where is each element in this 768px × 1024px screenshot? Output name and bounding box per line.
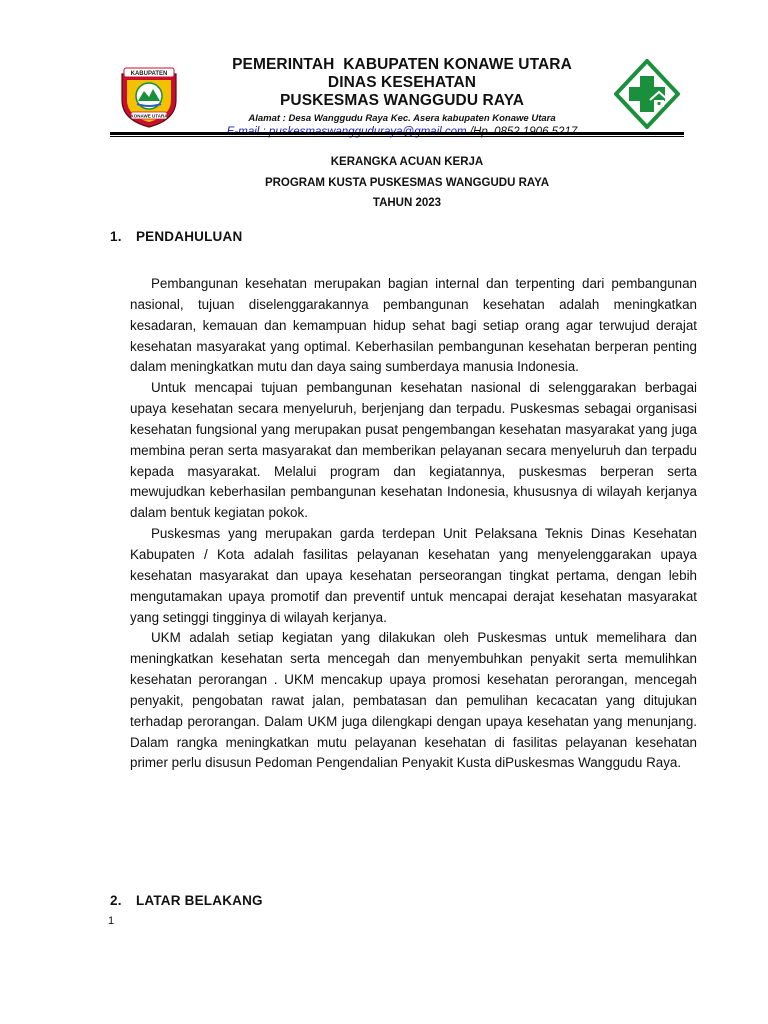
paragraph: Puskesmas yang merupakan garda terdepan Unit Pelaksana Teknis Dinas Kesehatan Kabupaten / Kota adalah fasilitas pelayanan kesehatan yang menyelenggarakan upaya kesehatan masyarakat dan upaya kesehatan perseorangan tingkat pertama, dengan lebih mengutamakan upaya promotif dan preventif untuk mencapai derajat kesehatan masyarakat yang setinggi tingginya di wilayah kerjanya. — [130, 526, 697, 625]
document-title — [110, 152, 704, 214]
logo-banner-bottom: KONAWE UTARA — [130, 113, 168, 119]
section-title: PENDAHULUAN — [135, 229, 243, 244]
section-number: 2. — [110, 893, 122, 908]
title-line-2: PROGRAM KUSTA PUSKESMAS WANGGUDU RAYA — [264, 176, 550, 189]
section-heading-latar-belakang — [110, 893, 263, 908]
paragraph: Pembangunan kesehatan merupakan bagian internal dan terpenting dari pembangunan nasional, tujuan diselenggarakannya pembangunan kesehatan adalah meningkatkan kesadaran, kemauan dan kemampuan hidup sehat bagi setiap orang agar terwujud derajat kesehatan masyarakat yang optimal. Keberhasilan pembangunan kesehatan berperan penting dalam meningkatkan mutu dan daya saing sumberdaya manusia Indonesia. — [130, 276, 697, 375]
title-line-3: TAHUN 2023 — [372, 197, 442, 209]
letterhead — [0, 0, 768, 140]
section-body — [130, 274, 697, 774]
letterhead-agency: DINAS KESEHATAN — [327, 74, 477, 91]
kabupaten-emblem-icon — [118, 64, 180, 128]
letterhead-text — [190, 56, 614, 139]
section-title: LATAR BELAKANG — [135, 893, 263, 908]
section-heading-pendahuluan — [110, 229, 242, 244]
page-number: 1 — [108, 915, 115, 927]
title-line-1: KERANGKA ACUAN KERJA — [330, 156, 484, 168]
paragraph: Untuk mencapai tujuan pembangunan kesehatan nasional di selenggarakan berbagai upaya kesehatan secara menyeluruh, berjenjang dan terpadu. Puskesmas sebagai organisasi kesehatan fungsional yang merupakan pusat pengembangan kesehatan masyarakat yang juga membina peran serta masyarakat dan memberikan pelayanan secara menyeluruh dan terpadu kepada masyarakat. Melalui program dan kegiatannya, puskesmas berperan serta mewujudkan keberhasilan pembangunan kesehatan Indonesia, khususnya di wilayah kerjanya dalam bentuk kegiatan pokok. — [130, 380, 697, 521]
letterhead-rule-thick — [110, 132, 684, 135]
letterhead-rule-thin — [110, 136, 684, 137]
letterhead-puskesmas: PUSKESMAS WANGGUDU RAYA — [279, 92, 525, 109]
puskesmas-logo-icon — [614, 59, 680, 129]
section-number: 1. — [110, 229, 122, 244]
letterhead-government: PEMERINTAH KABUPATEN KONAWE UTARA — [232, 56, 572, 73]
logo-banner-top: KABUPATEN — [130, 71, 168, 77]
paragraph: UKM adalah setiap kegiatan yang dilakukan oleh Puskesmas untuk memelihara dan meningkatkan kesehatan serta mencegah dan menyembuhkan penyakit serta memulihkan kesehatan perorangan . UKM mencakup upaya promosi kesehatan perorangan, mencegah penyakit, pengobatan rawat jalan, pembatasan dan pemulihan kecacatan yang ditujukan terhadap perorangan. Dalam UKM juga dilengkapi dengan upaya kesehatan yang menunjang. Dalam rangka meningkatkan mutu pelayanan kesehatan di fasilitas pelayanan kesehatan primer perlu disusun Pedoman Pengendalian Penyakit Kusta diPuskesmas Wanggudu Raya. — [130, 630, 697, 771]
letterhead-address: Alamat : Desa Wanggudu Raya Kec. Asera kabupaten Konawe Utara — [248, 113, 556, 124]
